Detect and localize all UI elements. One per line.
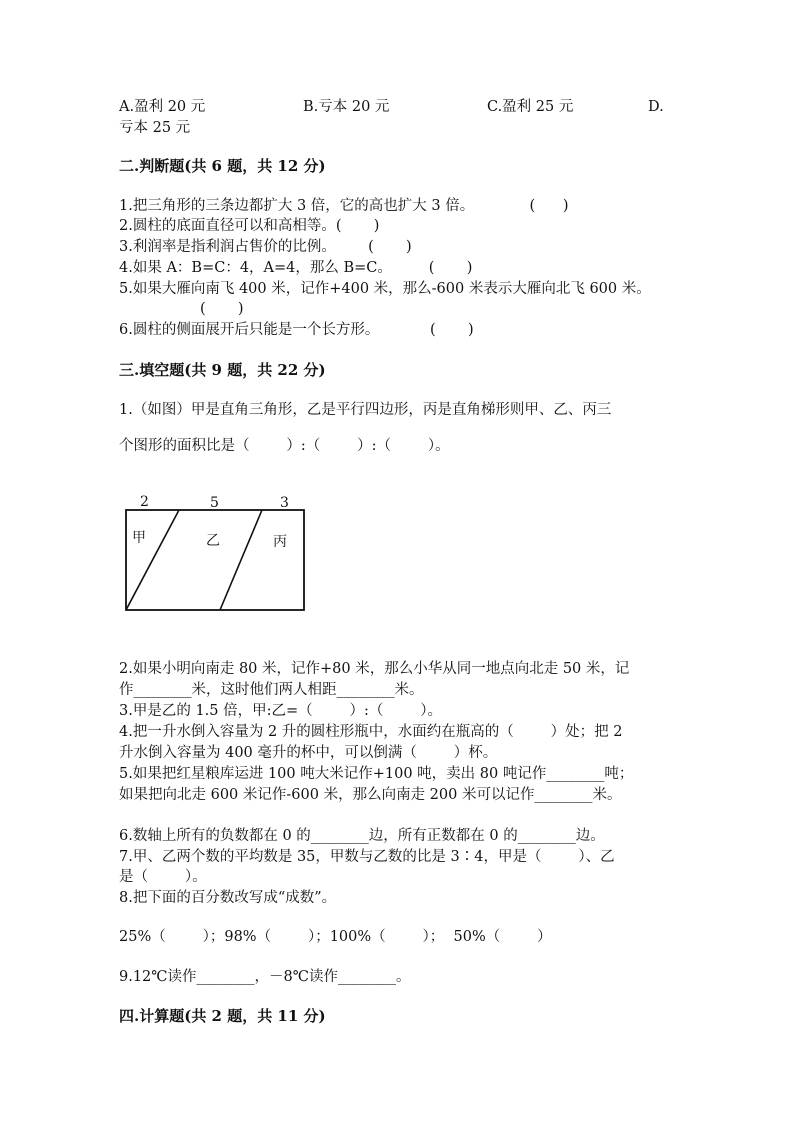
shapes-figure [118, 490, 318, 615]
section-heading-judgement: 二.判断题(共 6 题，共 12 分) [119, 157, 326, 175]
judgement-question-5: 5.如果大雁向南飞 400 米，记作+400 米，那么-600 米表示大雁向北飞 600 米。 [119, 281, 651, 297]
fill-question-4-line1: 4.把一升水倒入容量为 2 升的圆柱形瓶中，水面约在瓶高的（ ）处；把 2 [119, 724, 623, 740]
option-c: C.盈利 25 元 [487, 99, 574, 115]
fill-question-5-line2: 如果把向北走 600 米记作-600 米，那么向南走 200 米可以记作________米。 [119, 787, 622, 803]
section-heading-calculation: 四.计算题(共 2 题，共 11 分) [119, 1007, 326, 1025]
fill-question-7-line2: 是（ ）。 [119, 869, 207, 885]
figure-divider-right [220, 510, 262, 610]
option-d-text: 亏本 25 元 [119, 120, 191, 136]
fill-question-4-line2: 升水倒入容量为 400 毫升的杯中，可以倒满（ ）杯。 [119, 745, 498, 761]
section-heading-fill-blank: 三.填空题(共 9 题，共 22 分) [119, 361, 326, 379]
judgement-question-6: 6.圆柱的侧面展开后只能是一个长方形。 ( ) [119, 322, 474, 338]
option-a: A.盈利 20 元 [119, 99, 206, 115]
fill-question-1-line1: 1.（如图）甲是直角三角形，乙是平行四边形，丙是直角梯形则甲、乙、丙三 [119, 402, 612, 418]
fill-question-6: 6.数轴上所有的负数都在 0 的________边，所有正数都在 0 的________边。 [119, 828, 605, 844]
figure-region-jia: 甲 [132, 530, 146, 546]
fill-question-2-line2: 作________米，这时他们两人相距________米。 [119, 682, 424, 698]
fill-question-8-items: 25%（ ）；98%（ ）；100%（ ）； 50%（ ） [119, 929, 552, 945]
judgement-question-4: 4.如果 A：B=C：4，A=4，那么 B=C。 ( ) [119, 260, 473, 276]
figure-region-bing: 丙 [273, 534, 287, 550]
option-d: D. [648, 99, 664, 115]
fill-question-9: 9.12℃读作________，－8℃读作________。 [119, 969, 411, 985]
fill-question-5-line1: 5.如果把红星粮库运进 100 吨大米记作+100 吨，卖出 80 吨记作________吨； [119, 766, 634, 782]
fill-question-3: 3.甲是乙的 1.5 倍，甲:乙=（ ）:（ ）。 [119, 703, 443, 719]
judgement-question-2: 2.圆柱的底面直径可以和高相等。( ) [119, 218, 380, 234]
judgement-question-5-blank: ( ) [200, 301, 244, 317]
figure-divider-left [126, 510, 179, 610]
figure-label-3: 3 [280, 495, 289, 511]
fill-question-8: 8.把下面的百分数改写成“成数”。 [119, 890, 337, 906]
judgement-question-1: 1.把三角形的三条边都扩大 3 倍，它的高也扩大 3 倍。 ( ) [119, 198, 569, 214]
fill-question-2-line1: 2.如果小明向南走 80 米，记作+80 米，那么小华从同一地点向北走 50 米，记 [119, 661, 630, 677]
figure-label-2: 2 [140, 494, 149, 510]
figure-region-yi: 乙 [206, 533, 220, 549]
fill-question-7-line1: 7.甲、乙两个数的平均数是 35，甲数与乙数的比是 3∶4，甲是（ ）、乙 [119, 849, 615, 865]
figure-label-5: 5 [210, 495, 219, 511]
option-b: B.亏本 20 元 [303, 99, 390, 115]
fill-question-1-line2: 个图形的面积比是（ ）:（ ）:（ ）。 [119, 438, 450, 454]
judgement-question-3: 3.利润率是指利润占售价的比例。 ( ) [119, 239, 412, 255]
